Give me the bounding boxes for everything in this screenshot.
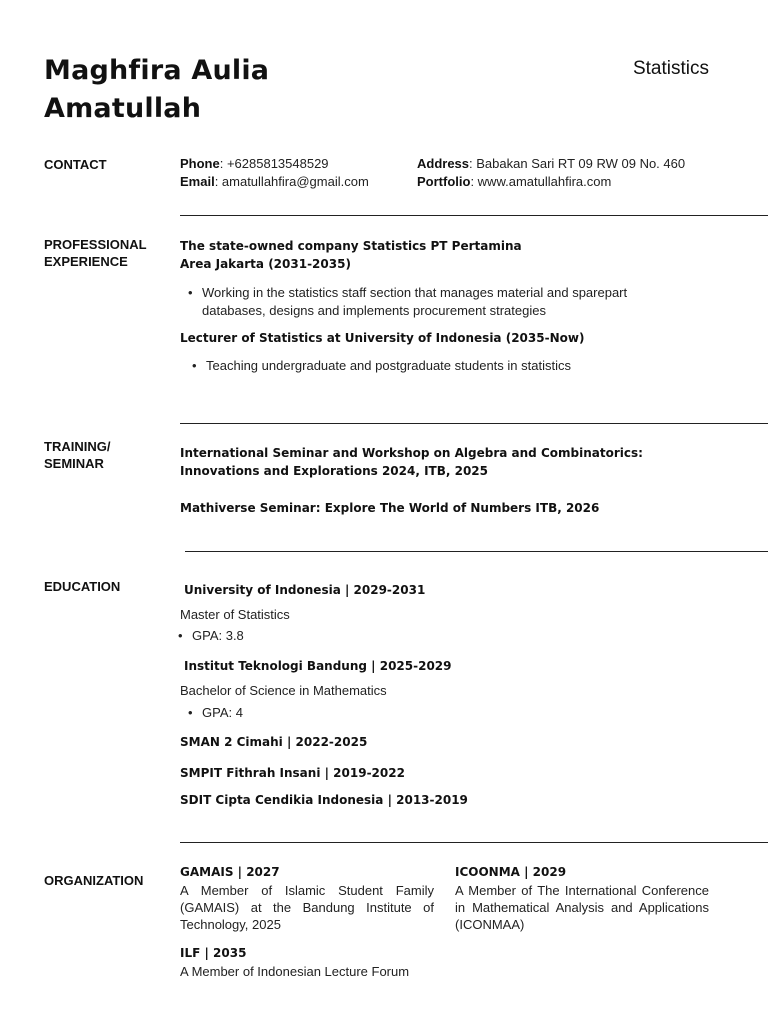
training-item-1-line-1: International Seminar and Workshop on Algebra and Combinatorics: — [180, 446, 643, 460]
section-label-organization: ORGANIZATION — [44, 873, 144, 888]
divider — [180, 842, 768, 843]
divider — [180, 215, 768, 216]
training-item-1-line-2: Innovations and Explorations 2024, ITB, 2025 — [180, 464, 489, 478]
job-2-bullet: • Teaching undergraduate and postgraduate students in statistics — [184, 357, 706, 375]
org-3-description: A Member of Indonesian Lecture Forum — [180, 964, 410, 979]
training-item-1 — [180, 444, 740, 480]
edu-ui-degree: Master of Statistics — [180, 607, 290, 622]
contact-email — [180, 173, 410, 191]
job-1-title — [180, 237, 700, 273]
training-item-2: Mathiverse Seminar: Explore The World of Numbers ITB, 2026 — [180, 501, 600, 515]
contact-address — [417, 155, 717, 173]
experience-label-line-2: EXPERIENCE — [44, 253, 128, 269]
phone-label: Phone — [180, 156, 220, 171]
contact-phone — [180, 155, 410, 173]
edu-ui-title: University of Indonesia | 2029-2031 — [184, 583, 426, 597]
section-label-education: EDUCATION — [44, 579, 121, 594]
job-1-bullet-line-2: databases, designs and implements procurement strategies — [202, 303, 546, 318]
address-value: : Babakan Sari RT 09 RW 09 No. 460 — [469, 156, 686, 171]
job-title: Statistics — [632, 58, 709, 79]
address-label: Address — [417, 156, 470, 171]
org-1-title: GAMAIS | 2027 — [180, 865, 280, 879]
edu-smpit: SMPIT Fithrah Insani | 2019-2022 — [180, 766, 405, 780]
edu-ui-gpa: • GPA: 3.8 — [170, 627, 392, 645]
job-1-title-line-1: The state-owned company Statistics PT Pertamina — [180, 239, 522, 253]
job-1-title-line-2: Area Jakarta (2031-2035) — [180, 257, 351, 271]
name-line-2: Amatullah — [44, 93, 202, 124]
edu-sdit: SDIT Cipta Cendikia Indonesia | 2013-2019 — [180, 793, 468, 807]
job-1-bullet — [180, 284, 702, 320]
training-label-line-1: TRAINING/ — [44, 439, 111, 454]
divider — [185, 551, 768, 552]
email-label: Email — [180, 174, 215, 189]
phone-value: : +6285813548529 — [219, 156, 329, 171]
portfolio-label: Portfolio — [417, 174, 471, 189]
email-value: : amatullahfira@gmail.com — [214, 174, 369, 189]
org-2-title: ICOONMA | 2029 — [455, 865, 567, 879]
org-2-description: A Member of The International Conference in Mathematical Analysis and Applications (ICONMAA) — [455, 883, 709, 932]
org-1-description: A Member of Islamic Student Family (GAMAIS) at the Bandung Institute of Technology, 2025 — [180, 883, 434, 932]
org-3-title: ILF | 2035 — [180, 946, 247, 960]
name-line-1: Maghfira Aulia — [44, 55, 270, 86]
job-2-title: Lecturer of Statistics at University of Indonesia (2035-Now) — [180, 331, 585, 345]
experience-label-line-1: PROFESSIONAL — [44, 237, 147, 252]
section-label-training — [44, 439, 169, 472]
contact-portfolio — [417, 173, 717, 191]
resume-name — [44, 52, 444, 128]
job-1-bullet-line-1: • Working in the statistics staff section that manages material and sparepart — [202, 285, 628, 300]
portfolio-value: : www.amatullahfira.com — [470, 174, 612, 189]
divider — [180, 423, 768, 424]
edu-itb-title: Institut Teknologi Bandung | 2025-2029 — [184, 659, 452, 673]
edu-itb-gpa: • GPA: 4 — [180, 704, 402, 722]
training-label-line-2: SEMINAR — [44, 455, 104, 471]
edu-itb-degree: Bachelor of Science in Mathematics — [180, 683, 387, 698]
section-label-contact: CONTACT — [44, 157, 107, 172]
edu-sman: SMAN 2 Cimahi | 2022-2025 — [180, 735, 368, 749]
section-label-experience — [44, 237, 169, 270]
